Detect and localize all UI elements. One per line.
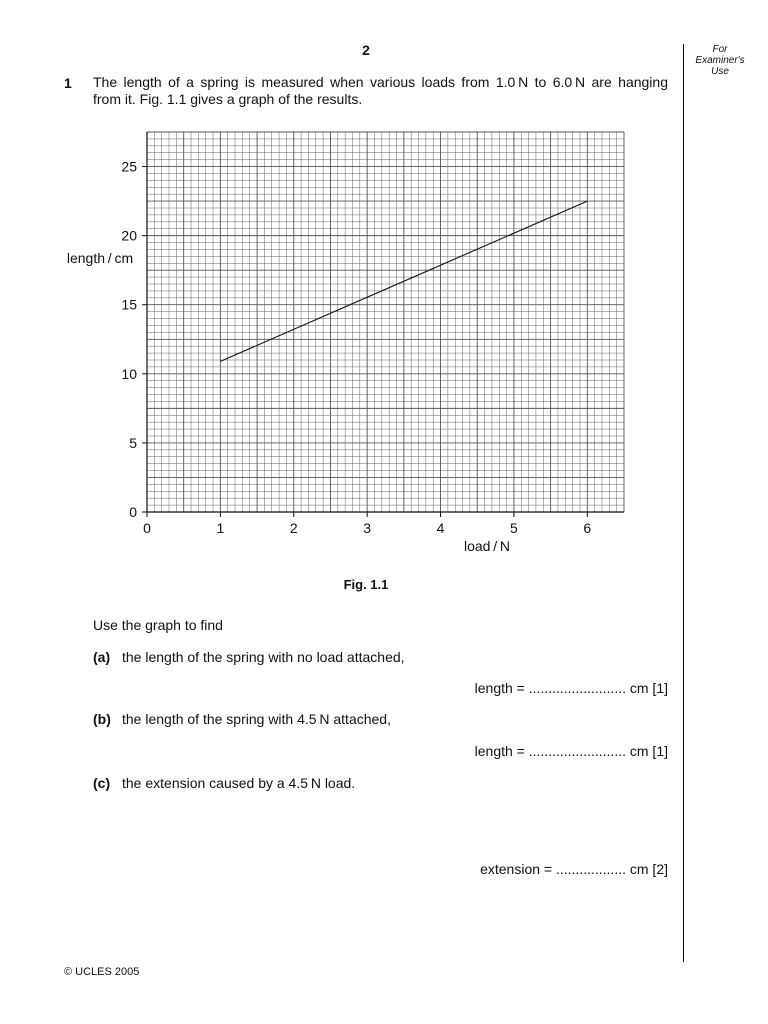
question-number: 1 [64,75,72,91]
examiner-note-line: Examiner's [695,55,745,66]
examiner-note-line: Use [711,66,729,77]
y-tick-label: 20 [121,227,137,244]
x-tick-label: 0 [143,520,151,536]
part-b-answer-line[interactable]: length = ......................... cm [1] [474,743,668,759]
x-tick-label: 2 [289,520,298,536]
y-tick-label: 25 [121,158,137,175]
part-c-text: the extension caused by a 4.5 N load. [122,775,356,791]
instruction-text: Use the graph to find [93,617,223,633]
y-tick-label: 0 [129,504,137,520]
x-tick-label: 1 [216,520,225,536]
question-text-line: from it. Fig. 1.1 gives a graph of the results. [93,91,363,107]
examiner-note-line: For [712,44,728,55]
graph-grid-fine [147,132,624,512]
part-a-text: the length of the spring with no load attached, [122,649,405,665]
part-b-label: (b) [93,711,111,727]
x-tick-label: 6 [583,520,592,536]
y-tick-label: 10 [121,365,137,382]
graph-axes [147,132,624,512]
x-tick-label: 4 [436,520,445,536]
part-a-answer-line[interactable]: length = ......................... cm [1] [474,680,668,696]
part-c-label: (c) [93,775,111,791]
question-text-line: The length of a spring is measured when various loads from 1.0 N to 6.0 N are hanging [93,74,668,90]
copyright-footer: © UCLES 2005 [64,966,140,978]
graph-ticks [121,159,591,536]
graph-grid-major [147,132,624,512]
part-a-label: (a) [93,649,111,665]
x-axis-label: load / N [463,538,511,554]
y-tick-label: 5 [129,434,137,451]
y-tick-label: 15 [121,296,137,313]
x-tick-label: 3 [363,520,372,536]
figure-caption: Fig. 1.1 [343,577,389,592]
y-axis-label: length / cm [66,250,134,266]
page-number: 2 [362,42,370,58]
x-tick-label: 5 [510,520,518,536]
part-b-text: the length of the spring with 4.5 N attached, [122,711,391,727]
part-c-answer-line[interactable]: extension = .................. cm [2] [480,861,668,877]
